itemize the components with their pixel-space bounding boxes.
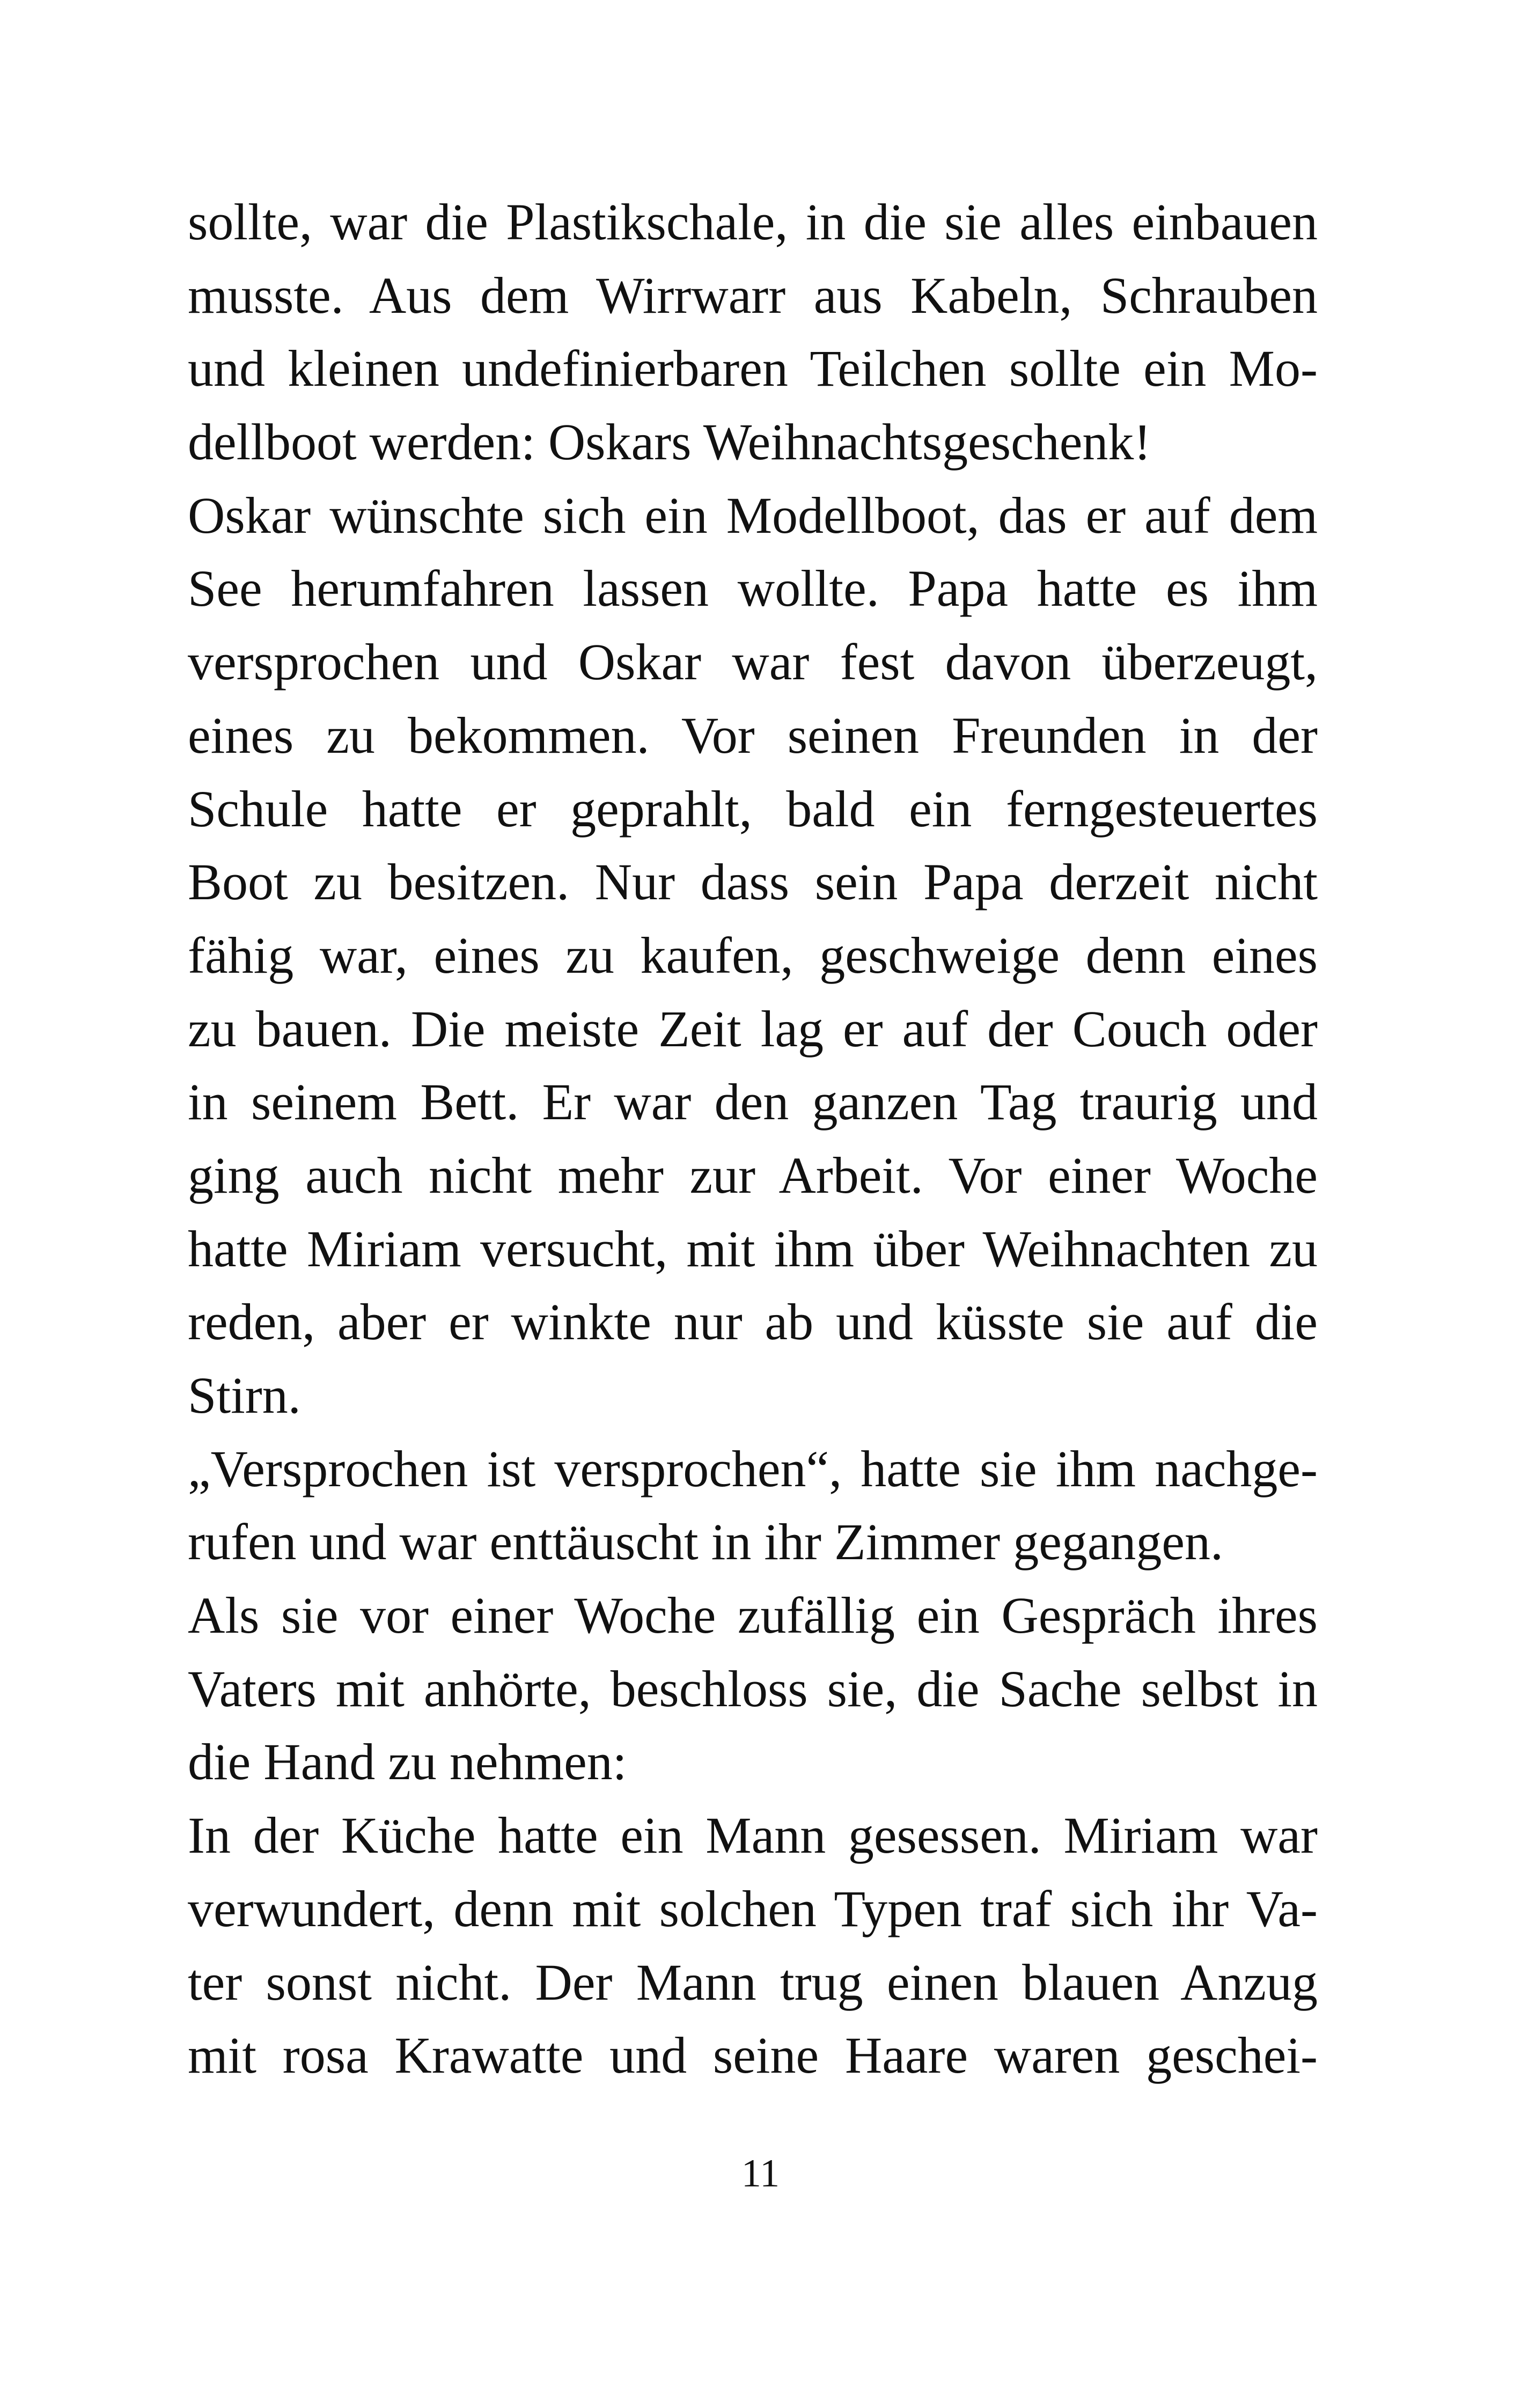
text-line: Schule hatte er geprahlt, bald ein ferngesteuertes	[188, 780, 1318, 838]
text-line: und kleinen undefinierbaren Teilchen sollte ein Mo-	[188, 340, 1318, 398]
text-line: „Versprochen ist versprochen“, hatte sie ihm nachge-	[188, 1440, 1318, 1497]
text-line: Stirn.	[188, 1367, 301, 1424]
text-line: sollte, war die Plastikschale, in die sie alles einbauen	[188, 193, 1318, 251]
body-text	[188, 186, 1318, 2093]
text-line: Als sie vor einer Woche zufällig ein Gespräch ihres	[188, 1587, 1318, 1645]
text-line: die Hand zu nehmen:	[188, 1733, 627, 1791]
text-line: rufen und war enttäuscht in ihr Zimmer gegangen.	[188, 1513, 1224, 1571]
text-line: Vaters mit anhörte, beschloss sie, die Sache selbst in	[188, 1660, 1318, 1717]
text-line: dellboot werden: Oskars Weihnachtsgeschenk!	[188, 413, 1151, 471]
text-line: versprochen und Oskar war fest davon überzeugt,	[188, 633, 1318, 691]
text-line: ging auch nicht mehr zur Arbeit. Vor einer Woche	[188, 1146, 1318, 1204]
text-line: In der Küche hatte ein Mann gesessen. Miriam war	[188, 1807, 1318, 1864]
text-line: ter sonst nicht. Der Mann trug einen blauen Anzug	[188, 1953, 1318, 2011]
text-line: Boot zu besitzen. Nur dass sein Papa derzeit nicht	[188, 853, 1318, 911]
page-number: 11	[741, 2152, 780, 2196]
text-line: fähig war, eines zu kaufen, geschweige denn eines	[188, 926, 1318, 984]
text-line: musste. Aus dem Wirrwarr aus Kabeln, Schrauben	[188, 266, 1318, 324]
text-line: zu bauen. Die meiste Zeit lag er auf der Couch oder	[188, 1000, 1318, 1058]
text-line: hatte Miriam versucht, mit ihm über Weihnachten zu	[188, 1220, 1318, 1278]
text-line: Oskar wünschte sich ein Modellboot, das er auf dem	[188, 486, 1318, 544]
text-line: See herumfahren lassen wollte. Papa hatte es ihm	[188, 560, 1318, 618]
text-line: verwundert, denn mit solchen Typen traf sich ihr Va-	[188, 1880, 1318, 1937]
text-line: eines zu bekommen. Vor seinen Freunden in der	[188, 706, 1318, 764]
text-line: in seinem Bett. Er war den ganzen Tag traurig und	[188, 1073, 1318, 1131]
text-line: reden, aber er winkte nur ab und küsste sie auf die	[188, 1293, 1318, 1351]
text-line: mit rosa Krawatte und seine Haare waren geschei-	[188, 2027, 1318, 2084]
